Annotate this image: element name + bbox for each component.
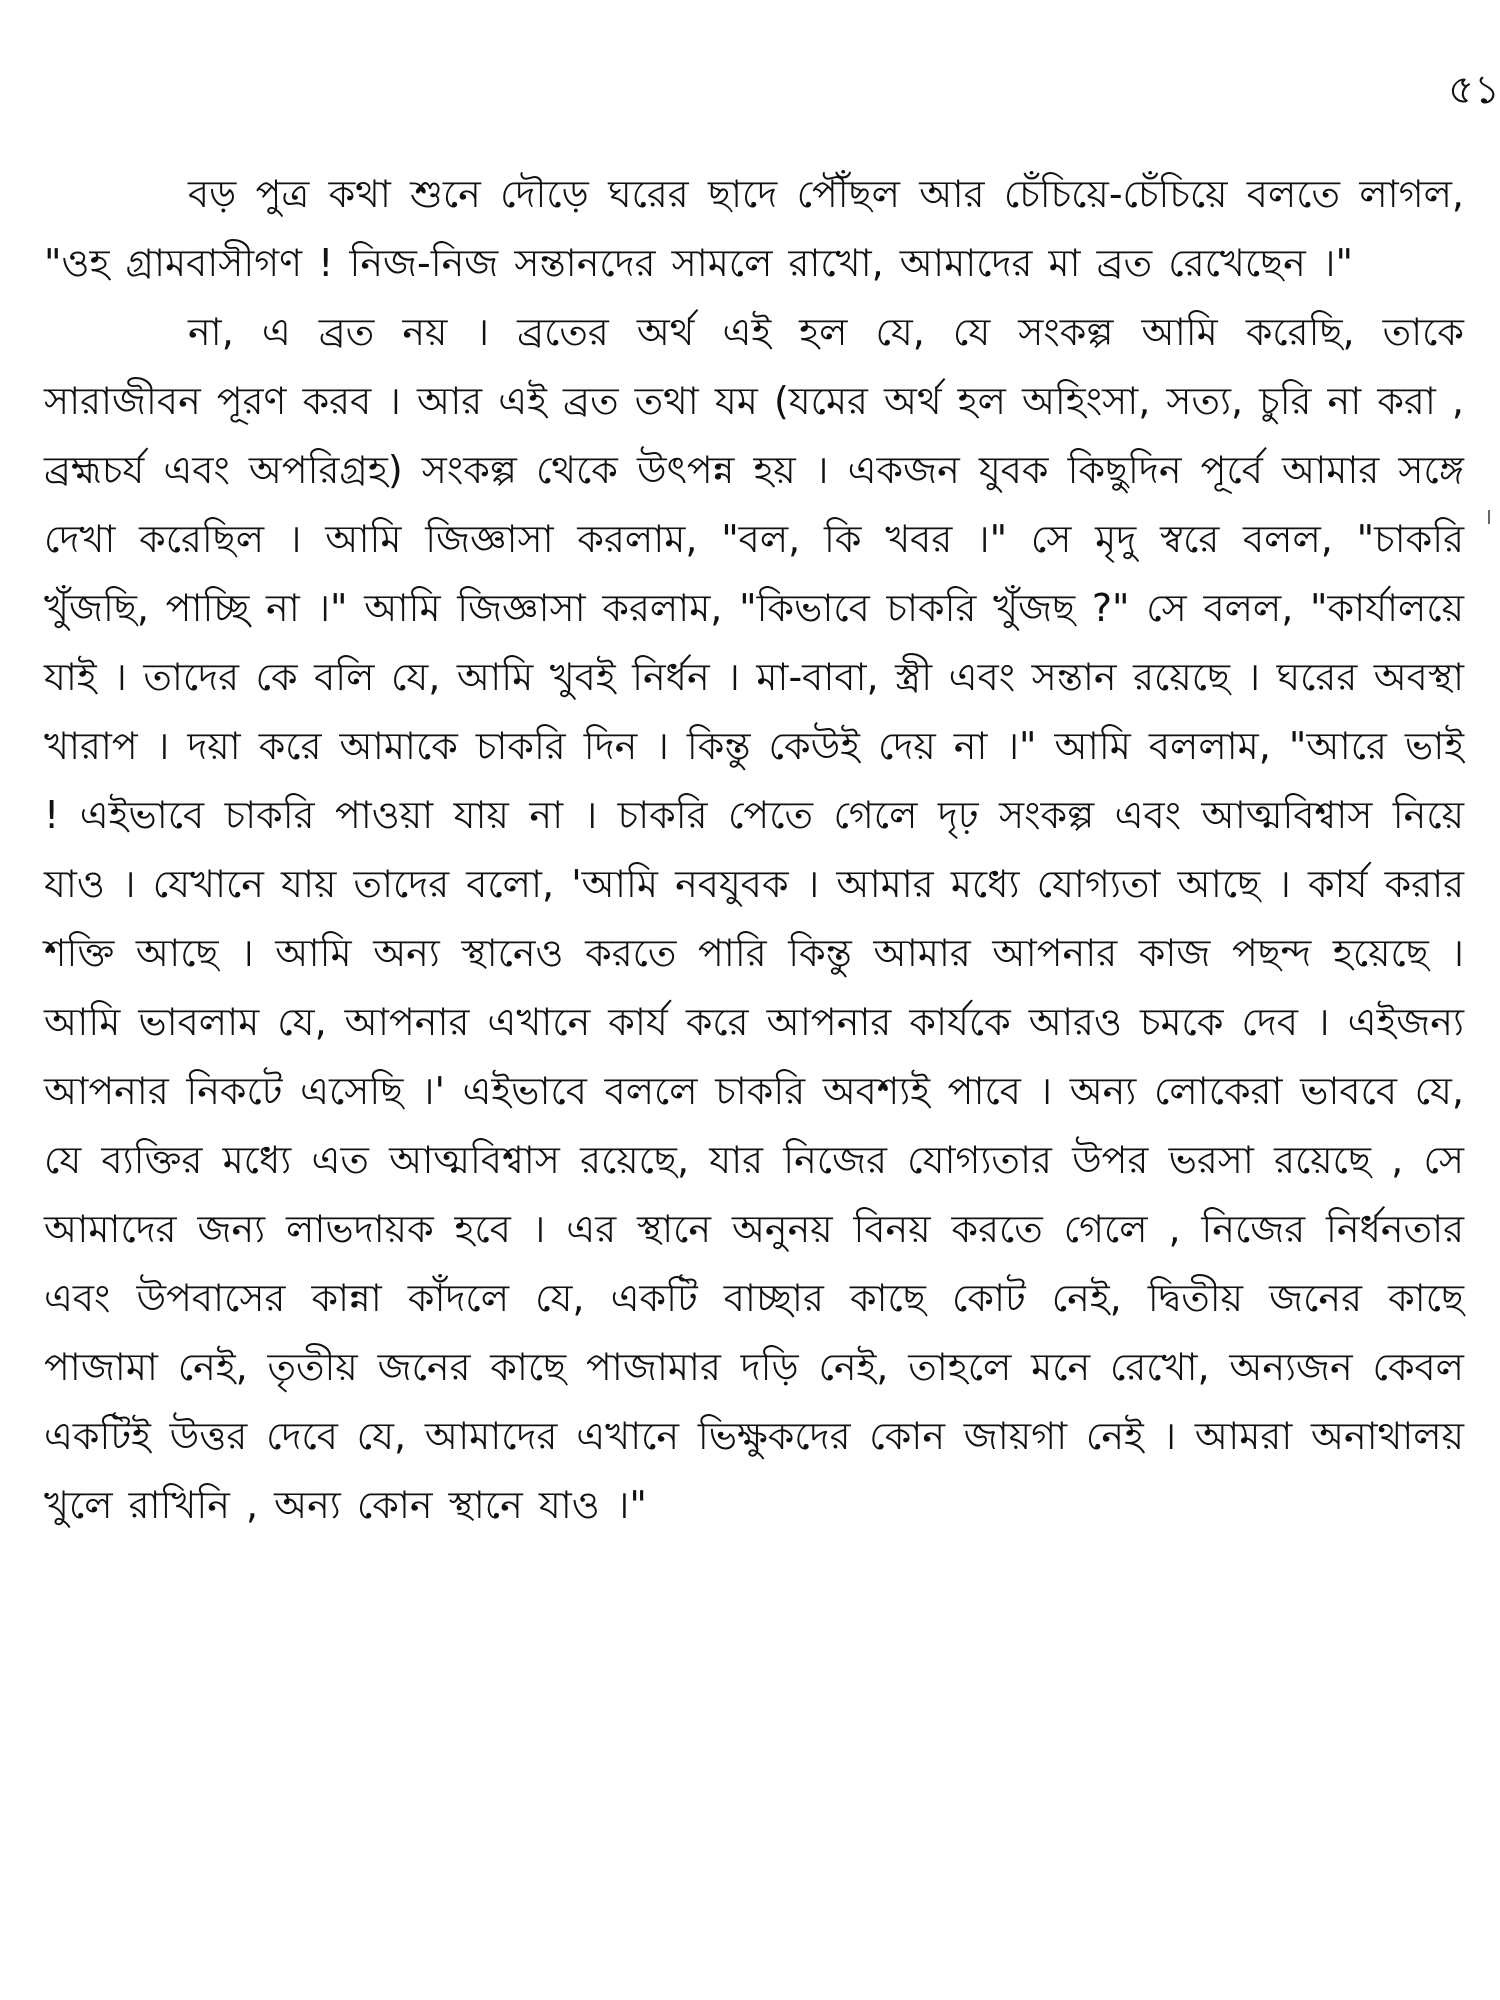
paragraph-1: বড় পুত্র কথা শুনে দৌড়ে ঘরের ছাদে পৌঁছল আর চেঁচিয়ে-চেঁচিয়ে বলতে লাগল, "ওহ গ্রামবাসীগণ ! নিজ-নিজ সন্তানদের সামলে রাখো, আমাদের মা ব্রত রেখেছেন ।": [44, 172, 1464, 285]
paragraph-2: না, এ ব্রত নয় । ব্রতের অর্থ এই হল যে, যে সংকল্প আমি করেছি, তাকে সারাজীবন পূরণ করব । আর এই ব্রত তথা যম (যমের অর্থ হল অহিংসা, সত্য, চুরি না করা , ব্রহ্মচর্য এবং অপরিগ্রহ) সংকল্প থেকে উৎপন্ন হয় । একজন যুবক কিছুদিন পূর্বে আমার সঙ্গে দেখা করেছিল । আমি জিজ্ঞাসা করলাম, "বল, কি খবর ।" সে মৃদু স্বরে বলল, "চাকরি খুঁজছি, পাচ্ছি না ।" আমি জিজ্ঞাসা করলাম, "কিভাবে চাকরি খুঁজছ ?" সে বলল, "কার্যালয়ে যাই । তাদের কে বলি যে, আমি খুবই নির্ধন । মা-বাবা, স্ত্রী এবং সন্তান রয়েছে । ঘরের অবস্থা খারাপ । দয়া করে আমাকে চাকরি দিন । কিন্তু কেউই দেয় না ।" আমি বললাম, "আরে ভাই ! এইভাবে চাকরি পাওয়া যায় না । চাকরি পেতে গেলে দৃঢ় সংকল্প এবং আত্মবিশ্বাস নিয়ে যাও । যেখানে যায় তাদের বলো, 'আমি নবযুবক । আমার মধ্যে যোগ্যতা আছে । কার্য করার শক্তি আছে । আমি অন্য স্থানেও করতে পারি কিন্তু আমার আপনার কাজ পছন্দ হয়েছে । আমি ভাবলাম যে, আপনার এখানে কার্য করে আপনার কার্যকে আরও চমকে দেব । এইজন্য আপনার নিকটে এসেছি ।' এইভাবে বললে চাকরি অবশ্যই পাবে । অন্য লোকেরা ভাববে যে, যে ব্যক্তির মধ্যে এত আত্মবিশ্বাস রয়েছে, যার নিজের যোগ্যতার উপর ভরসা রয়েছে , সে আমাদের জন্য লাভদায়ক হবে । এর স্থানে অনুনয় বিনয় করতে গেলে , নিজের নির্ধনতার এবং উপবাসের কান্না কাঁদলে যে, একটি বাচ্ছার কাছে কোট নেই, দ্বিতীয় জনের কাছে পাজামা নেই, তৃতীয় জনের কাছে পাজামার দড়ি নেই, তাহলে মনে রেখো, অন্যজন কেবল একটিই উত্তর দেবে যে, আমাদের এখানে ভিক্ষুকদের কোন জায়গা নেই । আমরা অনাথালয় খুলে রাখিনি , অন্য কোন স্থানে যাও ।": [44, 310, 1464, 1527]
page-number: ৫১: [1448, 67, 1500, 113]
scan-speck-mark: [1488, 510, 1490, 524]
body-text: [44, 160, 1464, 1540]
